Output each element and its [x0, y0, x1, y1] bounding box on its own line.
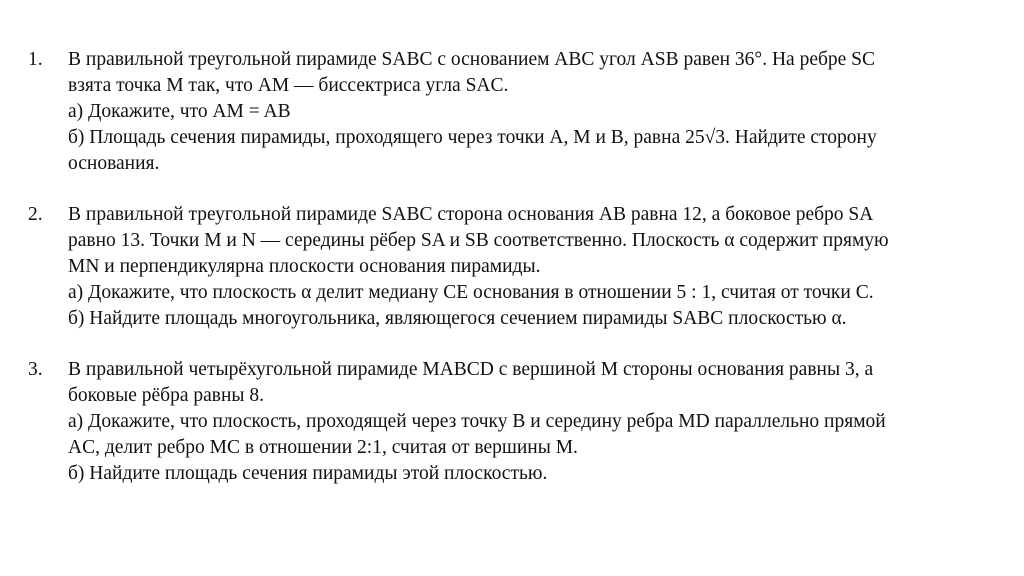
problem-3 [28, 357, 988, 487]
problem-number: 1. [28, 49, 43, 70]
problem-line: а) Докажите, что плоскость, проходящей через точку B и середину ребра MD параллельно прямой [68, 411, 886, 432]
problem-text [68, 47, 988, 177]
problem-2 [28, 202, 988, 332]
problem-line: В правильной четырёхугольной пирамиде MABCD с вершиной M стороны основания равны 3, а [68, 359, 874, 380]
problem-line: равно 13. Точки M и N — середины рёбер SA и SB соответственно. Плоскость α содержит прямую [68, 230, 889, 251]
problem-line: а) Докажите, что AM = AB [68, 101, 291, 122]
problem-number: 2. [28, 204, 43, 225]
problem-line: а) Докажите, что плоскость α делит медиану CE основания в отношении 5 : 1, считая от точки C. [68, 282, 874, 303]
problem-text [68, 357, 988, 487]
problem-text [68, 202, 988, 332]
problem-line: MN и перпендикулярна плоскости основания пирамиды. [68, 256, 541, 277]
problem-line: боковые рёбра равны 8. [68, 385, 264, 406]
problem-line: б) Площадь сечения пирамиды, проходящего через точки A, M и B, равна 25√3. Найдите сторону [68, 127, 877, 148]
problem-line: В правильной треугольной пирамиде SABC с основанием ABC угол ASB равен 36°. На ребре SC [68, 49, 876, 70]
problem-number: 3. [28, 359, 43, 380]
problem-line: б) Найдите площадь многоугольника, являющегося сечением пирамиды SABC плоскостью α. [68, 308, 847, 329]
problem-line: основания. [68, 153, 160, 174]
problem-line: взята точка M так, что AM — биссектриса угла SAC. [68, 75, 509, 96]
problem-line: б) Найдите площадь сечения пирамиды этой плоскостью. [68, 463, 548, 484]
problem-line: В правильной треугольной пирамиде SABC сторона основания AB равна 12, а боковое ребро SA [68, 204, 874, 225]
problem-line: AC, делит ребро MC в отношении 2:1, считая от вершины M. [68, 437, 578, 458]
problem-1 [28, 47, 988, 177]
